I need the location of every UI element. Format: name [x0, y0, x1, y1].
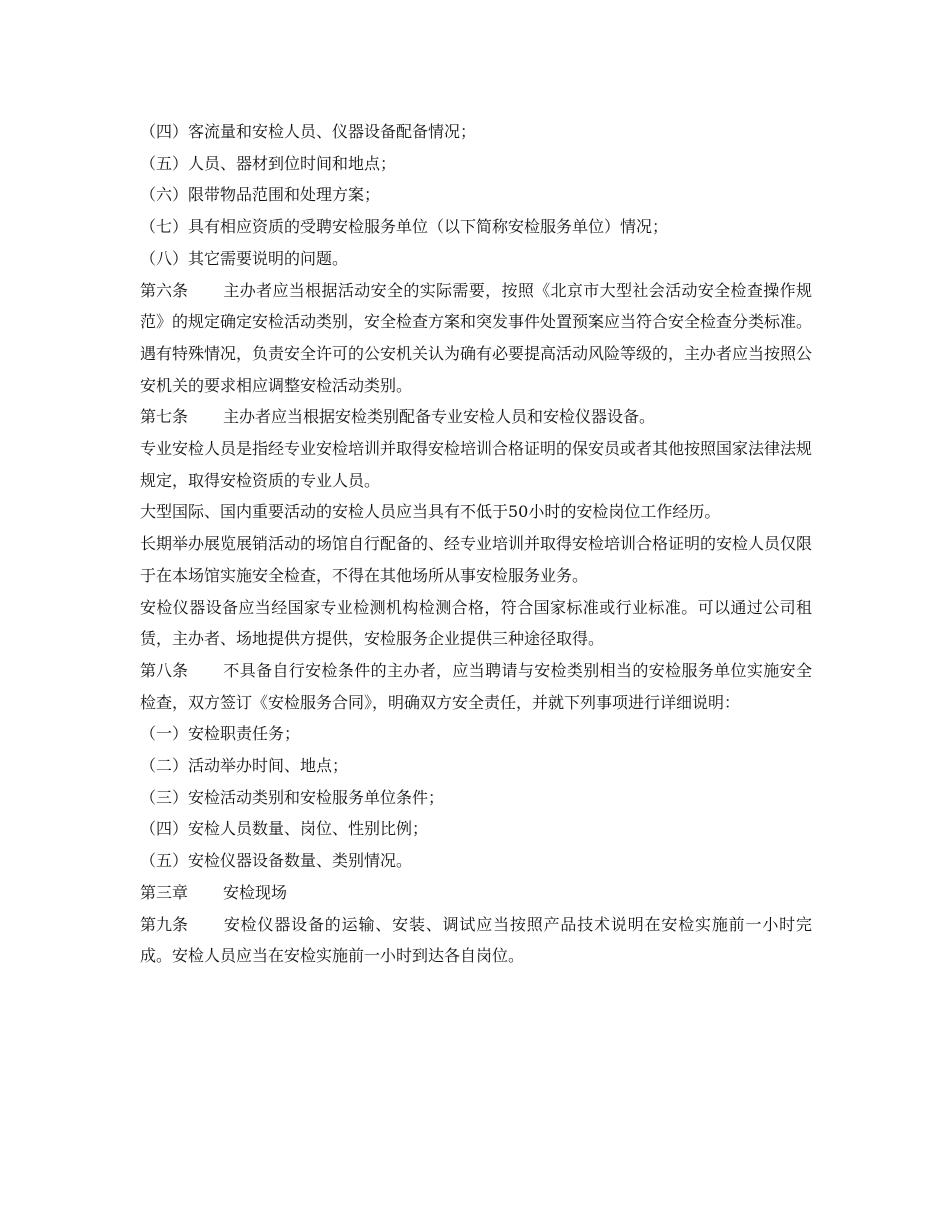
- list-item-3: [140, 782, 812, 814]
- list-item-4: [140, 813, 812, 845]
- paragraph-text: （六）限带物品范围和处理方案；: [140, 185, 381, 205]
- list-item-1: [140, 718, 812, 750]
- paragraph-text: 安检仪器设备应当经国家专业检测机构检测合格，符合国家标准或行业标准。可以通过公司租赁，主办者、场地提供方提供，安检服务企业提供三种途径取得。: [140, 597, 812, 649]
- article-7: [140, 401, 812, 433]
- paragraph-text: 安检仪器设备的运输、安装、调试应当按照产品技术说明在安检实施前一小时完成。安检人员应当在安检实施前一小时到达各自岗位。: [140, 914, 812, 966]
- article-8: [140, 655, 812, 718]
- paragraph-text: （八）其它需要说明的问题。: [140, 248, 349, 268]
- list-item-7: [140, 211, 812, 243]
- list-item-8: [140, 243, 812, 275]
- paragraph-text: （五）人员、器材到位时间和地点；: [140, 153, 397, 173]
- chapter-number: 第三章: [140, 882, 189, 902]
- list-item-2: [140, 750, 812, 782]
- chapter-heading: [140, 877, 812, 909]
- paragraph-text: 主办者应当根据安检类别配备专业安检人员和安检仪器设备。: [223, 407, 656, 427]
- paragraph-text: （五）安检仪器设备数量、类别情况。: [140, 851, 413, 871]
- paragraph-text: 专业安检人员是指经专业安检培训并取得安检培训合格证明的保安员或者其他按照国家法律法规规定，取得安检资质的专业人员。: [140, 439, 813, 490]
- paragraph-text: （三）安检活动类别和安检服务单位条件；: [140, 787, 445, 807]
- paragraph-text: 主办者应当根据活动安全的实际需要，按照《北京市大型社会活动安全检查操作规范》的规定确定安检活动类别，安全检查方案和突发事件处置预案应当符合安全检查分类标准。: [140, 280, 813, 332]
- paragraph-text: （四）客流量和安检人员、仪器设备配备情况；: [140, 122, 477, 141]
- article-6: [140, 275, 812, 338]
- article-heading: 第六条: [140, 280, 189, 300]
- list-item-6: [140, 179, 812, 211]
- list-item-5: [140, 148, 812, 180]
- paragraph: [140, 433, 812, 496]
- paragraph-text: 大型国际、国内重要活动的安检人员应当具有不低于50小时的安检岗位工作经历。: [140, 502, 721, 522]
- article-heading: 第九条: [140, 914, 189, 934]
- article-heading: 第七条: [140, 407, 189, 427]
- paragraph-text: 遇有特殊情况，负责安全许可的公安机关认为确有必要提高活动风险等级的，主办者应当按照公安机关的要求相应调整安检活动类别。: [140, 343, 813, 395]
- paragraph-text: （二）活动举办时间、地点；: [140, 756, 349, 776]
- paragraph: [140, 592, 812, 655]
- article-9: [140, 909, 812, 972]
- paragraph: [140, 338, 812, 401]
- paragraph-text: 不具备自行安检条件的主办者，应当聘请与安检类别相当的安检服务单位实施安全检查，双方签订《安检服务合同》，明确双方安全责任，并就下列事项进行详细说明：: [140, 660, 812, 712]
- document-body: [140, 116, 812, 972]
- paragraph: [140, 528, 812, 591]
- list-item-4: [140, 116, 812, 148]
- paragraph-text: （四）安检人员数量、岗位、性别比例；: [140, 819, 429, 839]
- paragraph-text: （一）安检职责任务；: [140, 724, 301, 744]
- paragraph-text: （七）具有相应资质的受聘安检服务单位（以下简称安检服务单位）情况；: [140, 217, 669, 237]
- article-heading: 第八条: [140, 660, 189, 680]
- list-item-5: [140, 845, 812, 877]
- paragraph: [140, 496, 812, 528]
- chapter-title: 安检现场: [223, 882, 288, 902]
- paragraph-text: 长期举办展览展销活动的场馆自行配备的、经专业培训并取得安检培训合格证明的安检人员仅限于在本场馆实施安全检查，不得在其他场所从事安检服务业务。: [140, 534, 813, 585]
